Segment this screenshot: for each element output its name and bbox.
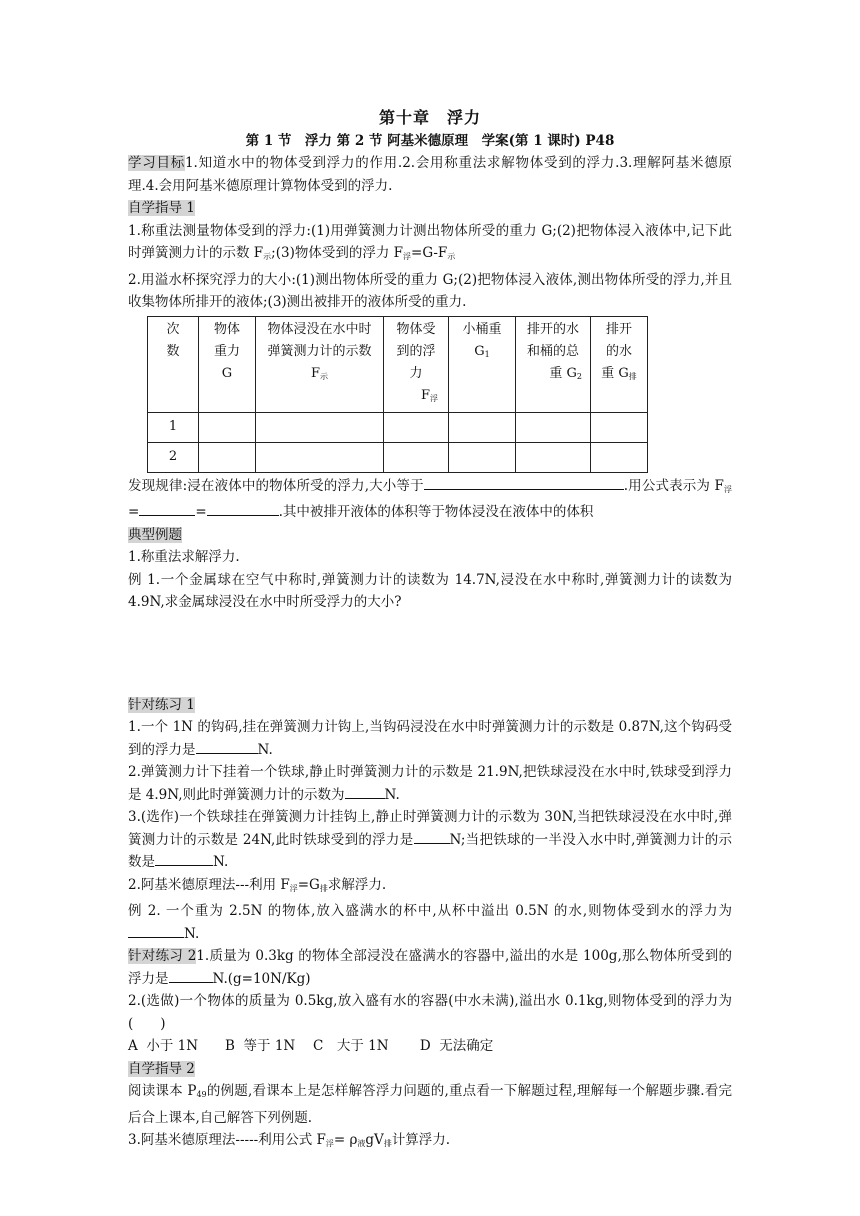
answer-blank[interactable]: [196, 739, 258, 754]
header-bucket-weight: 小桶重 $G_1$: [449, 316, 516, 412]
practice2-heading: 针对练习 2: [128, 948, 197, 964]
learning-goals-label: 学习目标: [128, 155, 185, 171]
guide1-heading: 自学指导 1: [128, 200, 195, 216]
header-water-bucket-total: 排开的水和桶的总 重 $G_2$: [516, 316, 591, 412]
experiment-table: [147, 316, 648, 473]
practice2-q1: 针对练习 21.质量为 0.3kg 的物体全部浸没在盛满水的容器中,溢出的水是 100g,那么物体所受到的浮力是 N.(g=10N/Kg): [128, 948, 732, 987]
worksheet-page: [128, 100, 732, 1156]
answer-blank[interactable]: [207, 501, 279, 516]
answer-blank[interactable]: [424, 475, 624, 490]
method1-title: 1.称重法求解浮力.: [128, 549, 240, 565]
practice1-q2: 2.弹簧测力计下挂着一个铁球,静止时弹簧测力计的示数是 21.9N,把铁球浸没在水中时,铁球受到浮力是 4.9N,则此时弹簧测力计的示数为 N.: [128, 764, 732, 803]
answer-blank[interactable]: [128, 923, 184, 938]
chapter-title: 第十章 浮力: [378, 108, 481, 127]
table-row: [148, 412, 648, 442]
practice1-heading: 针对练习 1: [128, 696, 195, 713]
header-buoyancy: 物体受到的浮力 $F_浮$: [384, 316, 449, 412]
learning-goals: [128, 152, 732, 197]
answer-blank[interactable]: [139, 501, 195, 516]
example1: 例 1.一个金属球在空气中称时,弹簧测力计的读数为 14.7N,浸没在水中称时,弹簧测力计的读数为 4.9N,求金属球浸没在水中时所受浮力的大小?: [128, 571, 732, 610]
answer-space[interactable]: [128, 614, 732, 694]
answer-blank[interactable]: [414, 829, 450, 844]
method3-title: 3.阿基米德原理法-----利用公式 $F_浮= \rho_液gV_排$计算浮力.: [128, 1132, 451, 1148]
practice2-q2: 2.(选做)一个物体的质量为 0.5kg,放入盛有水的容器(中水未满),溢出水 0.1kg,则物体受到的浮力为( ): [128, 993, 732, 1032]
header-object-weight: 物体重力 G: [199, 316, 256, 412]
header-trial: 次数: [148, 316, 199, 412]
example2: 例 2. 一个重为 2.5N 的物体,放入盛满水的杯中,从杯中溢出 0.5N 的水,则物体受到水的浮力为N.: [128, 903, 732, 942]
guide1-overflow-cup: 2.用溢水杯探究浮力的大小:(1)测出物体所受的重力 G;(2)把物体浸入液体,测出物体所受的浮力,并且收集物体所排开的液体;(3)测出被排开的液体所受的重力.: [128, 271, 732, 310]
answer-blank[interactable]: [155, 851, 213, 866]
header-scale-reading: 物体浸没在水中时弹簧测力计的示数 $F_示$: [256, 316, 384, 412]
discovered-rule: 发现规律:浸在液体中的物体所受的浮力,大小等于 .用公式表示为 $F_浮=$ = .其中被排开液体的体积等于物体浸没在液体中的体积: [128, 475, 732, 524]
trial-number: 1: [148, 412, 199, 442]
guide1-method: 1.称重法测量物体受到的浮力:(1)用弹簧测力计测出物体所受的重力 G;(2)把物体浸入液体中,记下此时弹簧测力计的示数 $F_示;(3)$物体受到的浮力 $F_浮=G-F_示$: [128, 222, 732, 261]
lesson-subtitle: 第 1 节 浮力 第 2 节 阿基米德原理 学案(第 1 课时) P48: [245, 133, 615, 149]
examples-heading: 典型例题: [128, 526, 182, 543]
method2-title: 2.阿基米德原理法---利用 $F_浮=G_排$求解浮力.: [128, 876, 387, 893]
answer-blank[interactable]: [345, 784, 385, 799]
trial-number: 2: [148, 442, 199, 472]
practice1-q1: 1.一个 1N 的钩码,挂在弹簧测力计钩上,当钩码浸没在水中时弹簧测力计的示数是 0.87N,这个钩码受到的浮力是 N.: [128, 719, 732, 758]
table-row: [148, 442, 648, 472]
header-displaced-water: 排开的水 重 $G_排$: [591, 316, 648, 412]
learning-goals-text: 1.知道水中的物体受到浮力的作用.2.会用称重法求解物体受到的浮力.3.理解阿基米德原理.4.会用阿基米德原理计算物体受到的浮力.: [128, 155, 732, 194]
guide2-instructions: 阅读课本 $P_{49}$的例题,看课本上是怎样解答浮力问题的,重点看一下解题过程,理解每一个解题步骤.看完后合上课本,自己解答下列例题.: [128, 1083, 732, 1126]
answer-blank[interactable]: [169, 968, 213, 983]
practice1-q3: 3.(选作)一个铁球挂在弹簧测力计挂钩上,静止时弹簧测力计的示数为 30N,当把铁球浸没在水中时,弹簧测力计的示数是 24N,此时铁球受到的浮力是 N;当把铁球的一半没入水中时,弹簧测力计的示数是 N.: [128, 809, 732, 870]
guide2-heading: 自学指导 2: [128, 1060, 195, 1077]
practice2-options: A 小于 1N B 等于 1N C 大于 1N D 无法确定: [128, 1038, 494, 1054]
table-header-row: [148, 316, 648, 412]
